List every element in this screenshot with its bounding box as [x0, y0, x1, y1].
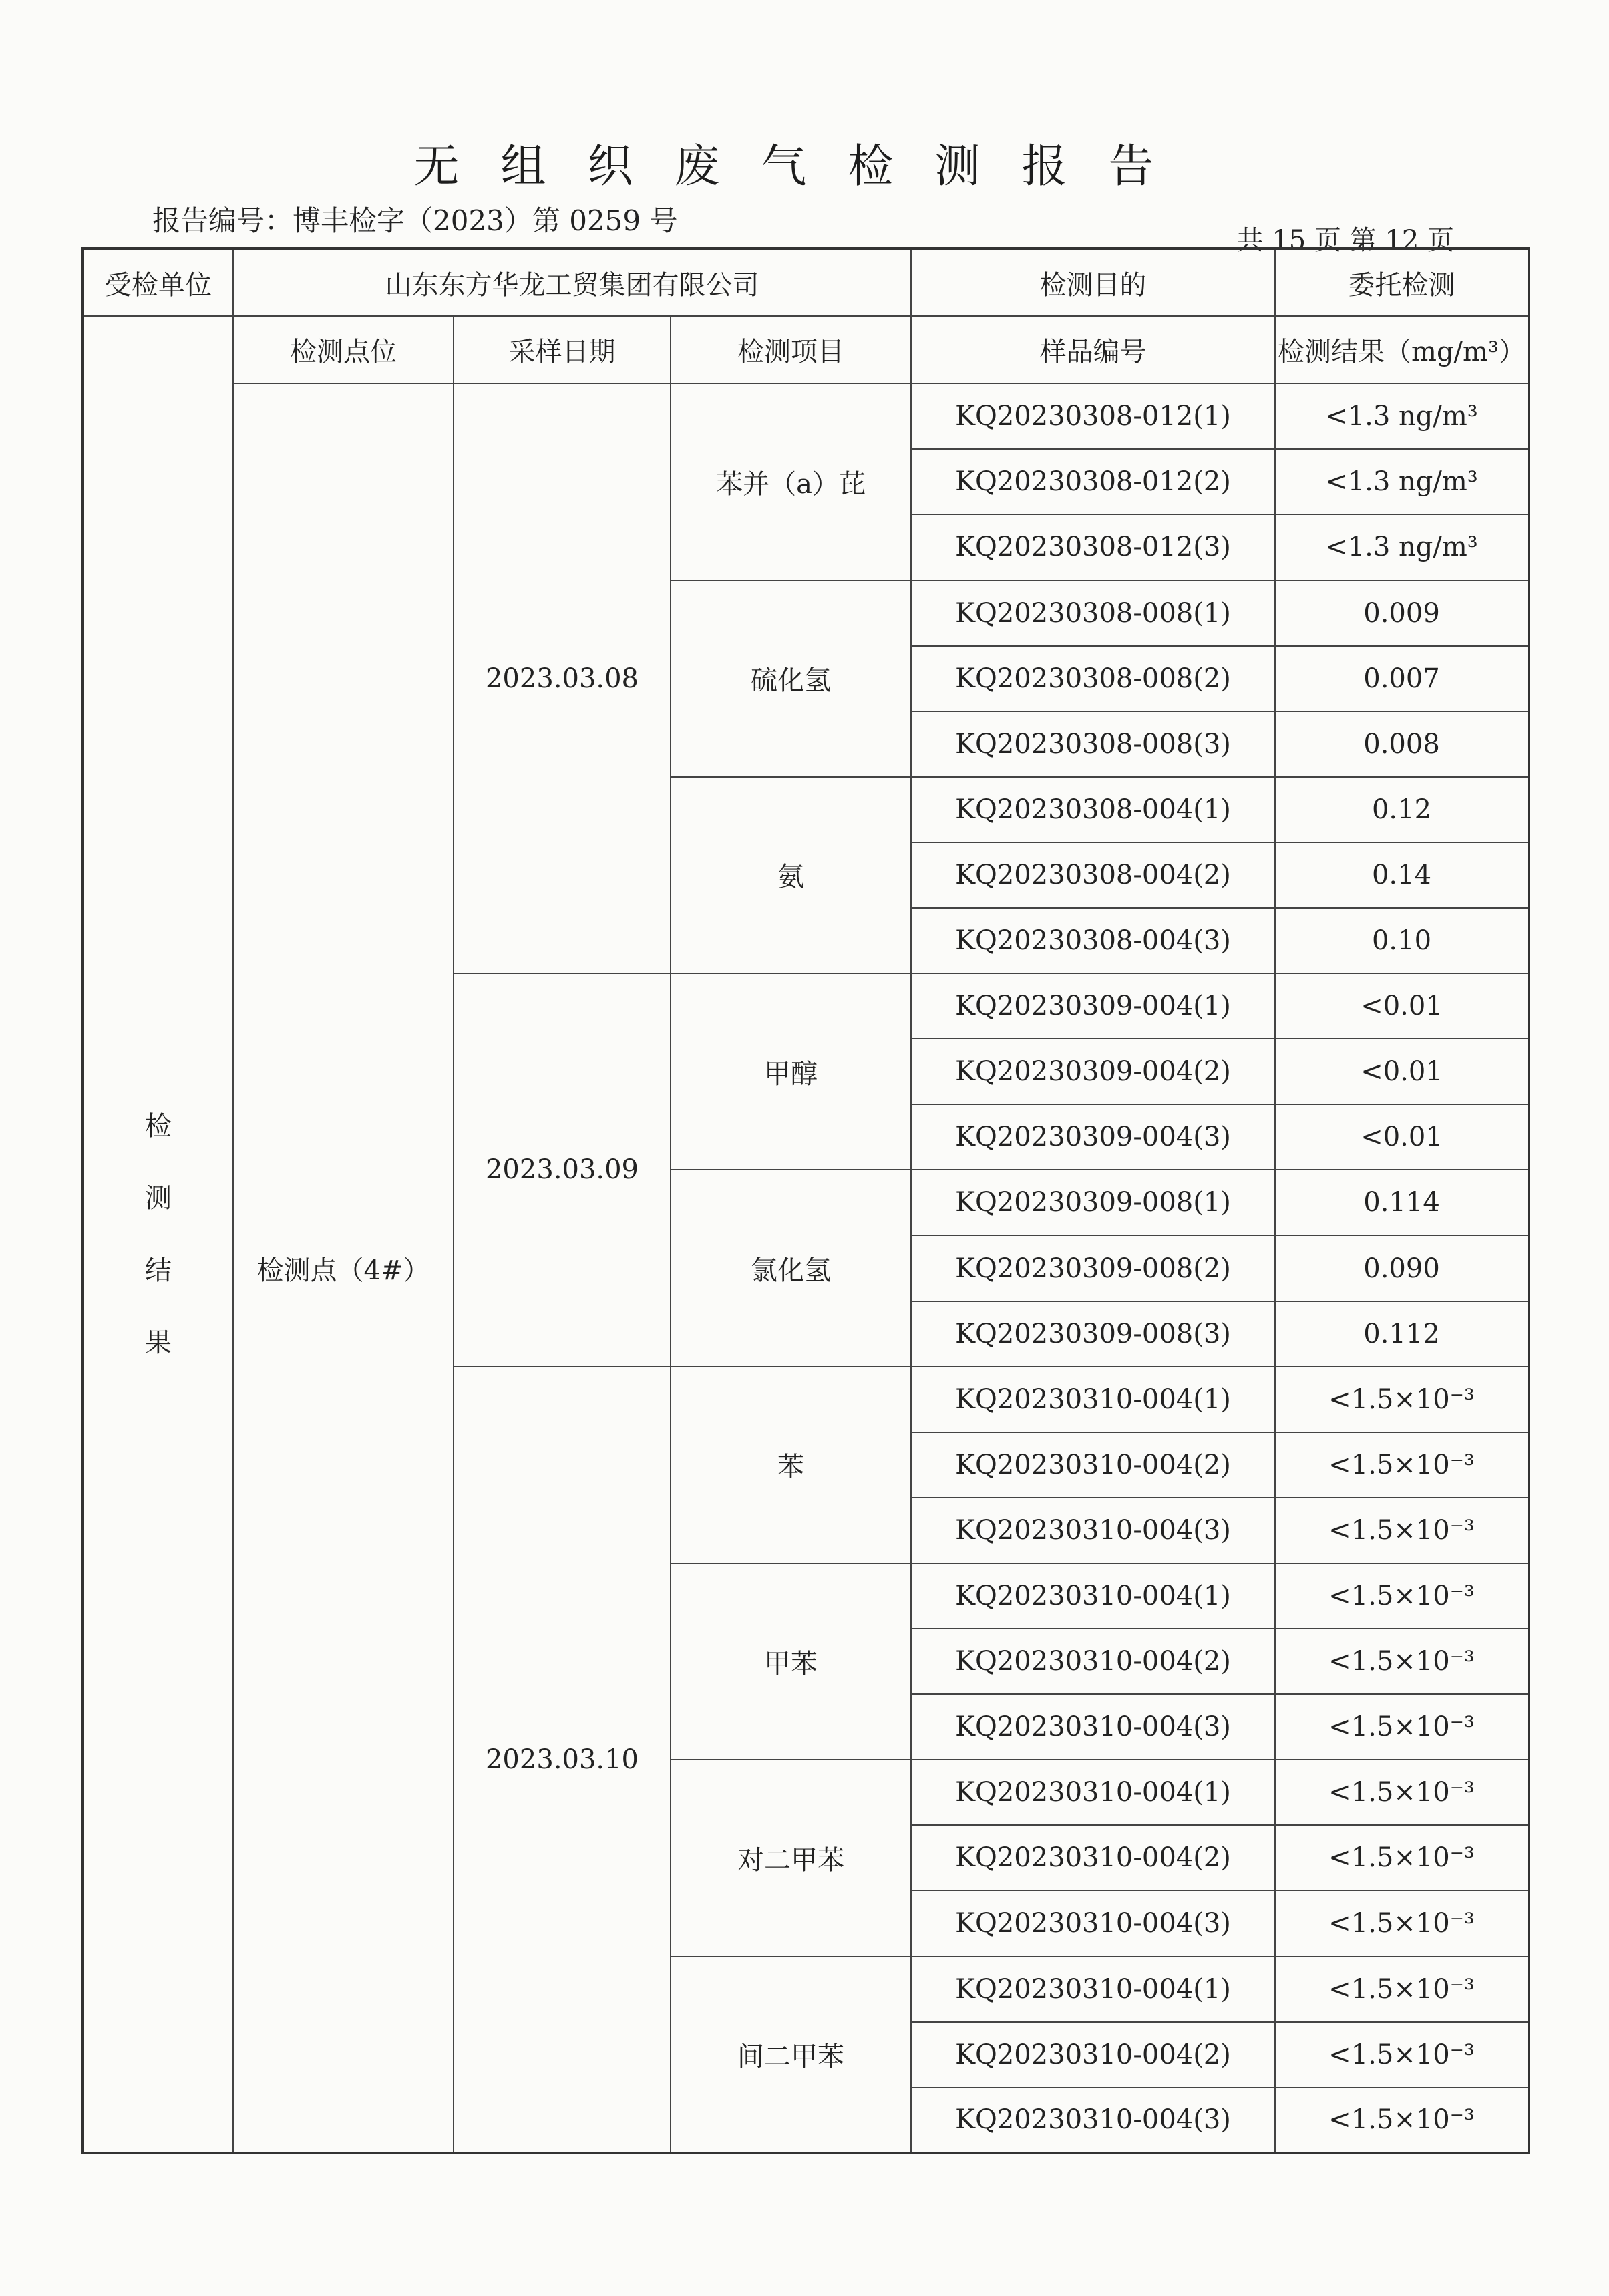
sample-id: KQ20230310-004(3)	[911, 1498, 1275, 1563]
sample-id: KQ20230310-004(1)	[911, 1563, 1275, 1629]
sample-id: KQ20230309-004(3)	[911, 1104, 1275, 1170]
report-title: 无组织废气检测报告	[413, 140, 1196, 193]
sample-id: KQ20230309-004(2)	[911, 1039, 1275, 1104]
col-header-result: 检测结果（mg/m³）	[1275, 316, 1529, 383]
detection-item: 硫化氢	[671, 581, 911, 777]
sample-id: KQ20230310-004(2)	[911, 1629, 1275, 1694]
purpose-label: 检测目的	[911, 249, 1275, 316]
purpose-value: 委托检测	[1275, 249, 1529, 316]
detection-item: 氯化氢	[671, 1170, 911, 1366]
detection-item: 氨	[671, 777, 911, 973]
inspected-unit-label: 受检单位	[83, 249, 233, 316]
sample-id: KQ20230308-004(1)	[911, 777, 1275, 842]
result-value: <1.5×10⁻³	[1275, 1891, 1529, 1956]
result-value: <0.01	[1275, 973, 1529, 1039]
side-label-char: 检	[145, 1110, 172, 1142]
result-value: <1.3 ng/m³	[1275, 449, 1529, 514]
result-value: <1.5×10⁻³	[1275, 1367, 1529, 1432]
result-value: <1.5×10⁻³	[1275, 1563, 1529, 1629]
detection-item: 对二甲苯	[671, 1760, 911, 1956]
sample-id: KQ20230308-008(3)	[911, 711, 1275, 777]
sample-id: KQ20230310-004(2)	[911, 2022, 1275, 2088]
col-header-item: 检测项目	[671, 316, 911, 383]
result-value: 0.090	[1275, 1235, 1529, 1301]
result-value: 0.14	[1275, 842, 1529, 908]
sample-id: KQ20230308-012(3)	[911, 514, 1275, 580]
result-value: 0.007	[1275, 646, 1529, 711]
result-value: <1.3 ng/m³	[1275, 383, 1529, 449]
result-value: 0.112	[1275, 1301, 1529, 1367]
sample-id: KQ20230309-004(1)	[911, 973, 1275, 1039]
sample-id: KQ20230310-004(1)	[911, 1957, 1275, 2022]
sampling-date: 2023.03.10	[454, 1367, 671, 2153]
result-value: 0.10	[1275, 908, 1529, 973]
sample-id: KQ20230309-008(2)	[911, 1235, 1275, 1301]
sample-id: KQ20230308-004(3)	[911, 908, 1275, 973]
detection-item: 甲苯	[671, 1563, 911, 1760]
detection-item: 甲醇	[671, 973, 911, 1170]
page-info: 共 15 页 第 12 页	[1236, 225, 1454, 256]
sample-id: KQ20230310-004(1)	[911, 1760, 1275, 1825]
result-table	[81, 247, 1530, 2154]
result-value: <0.01	[1275, 1039, 1529, 1104]
side-label-char: 果	[145, 1327, 172, 1358]
sample-id: KQ20230310-004(3)	[911, 1694, 1275, 1760]
result-value: <1.5×10⁻³	[1275, 1957, 1529, 2022]
side-label-char: 测	[145, 1182, 172, 1214]
sample-id: KQ20230308-004(2)	[911, 842, 1275, 908]
result-value: <1.5×10⁻³	[1275, 1825, 1529, 1891]
result-value: 0.009	[1275, 581, 1529, 646]
result-value: <1.5×10⁻³	[1275, 1432, 1529, 1498]
side-label-char: 结	[145, 1255, 172, 1286]
sample-id: KQ20230310-004(3)	[911, 2088, 1275, 2153]
col-header-date: 采样日期	[454, 316, 671, 383]
result-value: <1.3 ng/m³	[1275, 514, 1529, 580]
sampling-date: 2023.03.09	[454, 973, 671, 1367]
col-header-point: 检测点位	[233, 316, 454, 383]
result-value: <1.5×10⁻³	[1275, 2022, 1529, 2088]
sample-id: KQ20230310-004(2)	[911, 1432, 1275, 1498]
sample-id: KQ20230309-008(1)	[911, 1170, 1275, 1235]
result-value: 0.12	[1275, 777, 1529, 842]
sample-id: KQ20230310-004(2)	[911, 1825, 1275, 1891]
sample-id: KQ20230310-004(1)	[911, 1367, 1275, 1432]
sampling-date: 2023.03.08	[454, 383, 671, 973]
detection-item: 间二甲苯	[671, 1957, 911, 2154]
detection-item: 苯并（a）芘	[671, 383, 911, 580]
result-value: <0.01	[1275, 1104, 1529, 1170]
result-value: <1.5×10⁻³	[1275, 1498, 1529, 1563]
sample-id: KQ20230308-012(2)	[911, 449, 1275, 514]
sample-id: KQ20230310-004(3)	[911, 1891, 1275, 1956]
result-value: 0.114	[1275, 1170, 1529, 1235]
result-value: <1.5×10⁻³	[1275, 1694, 1529, 1760]
report-number: 报告编号：博丰检字（2023）第 0259 号	[152, 204, 678, 237]
result-value: <1.5×10⁻³	[1275, 1629, 1529, 1694]
detection-result-label	[83, 316, 233, 2153]
sample-id: KQ20230309-008(3)	[911, 1301, 1275, 1367]
table-row	[83, 383, 1529, 449]
sample-id: KQ20230308-008(2)	[911, 646, 1275, 711]
detection-point: 检测点（4#）	[233, 383, 454, 2153]
result-value: <1.5×10⁻³	[1275, 2088, 1529, 2153]
sample-id: KQ20230308-008(1)	[911, 581, 1275, 646]
detection-item: 苯	[671, 1367, 911, 1563]
result-value: <1.5×10⁻³	[1275, 1760, 1529, 1825]
sample-id: KQ20230308-012(1)	[911, 383, 1275, 449]
col-header-sample: 样品编号	[911, 316, 1275, 383]
inspected-unit-value: 山东东方华龙工贸集团有限公司	[233, 249, 911, 316]
result-value: 0.008	[1275, 711, 1529, 777]
